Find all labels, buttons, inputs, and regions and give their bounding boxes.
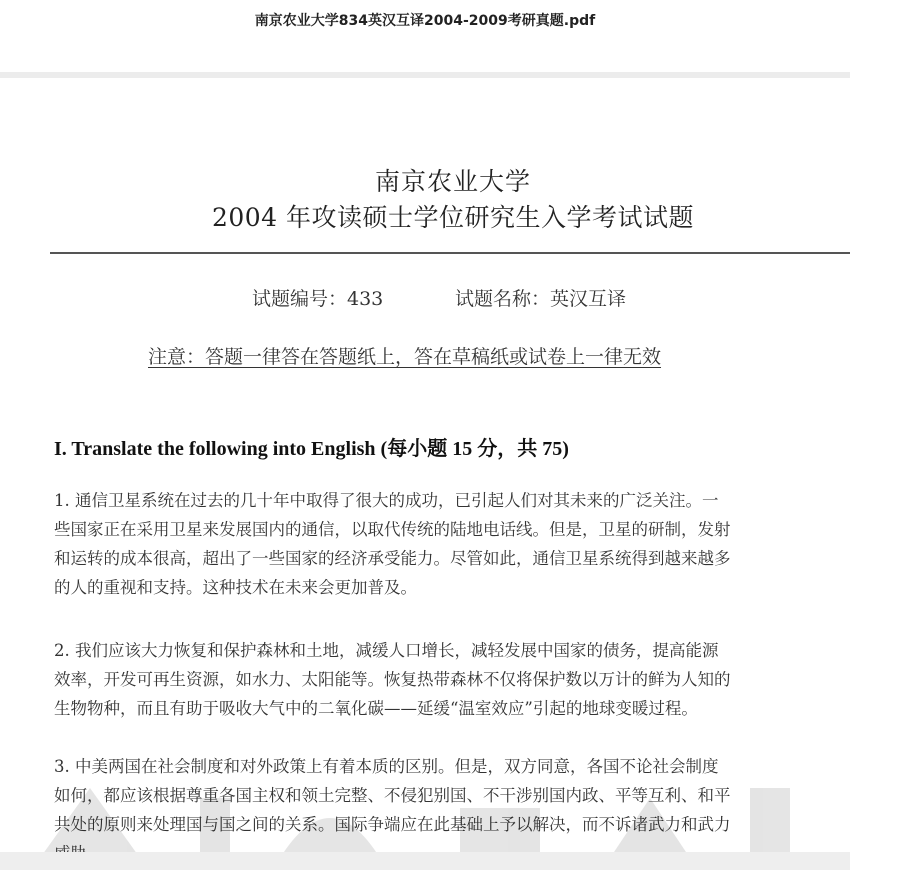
paragraph-line: 1. 通信卫星系统在过去的几十年中取得了很大的成功，已引起人们对其未来的广泛关注。一 <box>54 491 719 510</box>
paragraph-line: 的人的重视和支持。这种技术在未来会更加普及。 <box>54 578 417 597</box>
paragraph-line: 些国家正在采用卫星来发展国内的通信，以取代传统的陆地电话线。但是，卫星的研制，发射 <box>54 520 731 539</box>
paragraph-line: 和运转的成本很高，超出了一些国家的经济承受能力。尽管如此，通信卫星系统得到越来越多 <box>54 549 731 568</box>
exam-code: 试题编号：433 <box>252 288 384 310</box>
exam-name: 试题名称：英汉互译 <box>455 288 627 310</box>
file-title: 南京农业大学834英汉互译2004-2009考研真题.pdf <box>254 13 596 29</box>
paragraph-line: 共处的原则来处理国与国之间的关系。国际争端应在此基础上予以解决，而不诉诸武力和武力 <box>54 815 731 834</box>
question-paragraph-3 <box>54 752 884 868</box>
paragraph-line: 如何，都应该根据尊重各国主权和领土完整、不侵犯别国、不干涉别国内政、平等互利、和平 <box>54 786 731 805</box>
question-paragraph-2 <box>54 636 884 723</box>
title-divider <box>50 252 850 254</box>
pdf-page[interactable] <box>0 78 850 852</box>
paragraph-line: 效率，开发可再生资源，如水力、太阳能等。恢复热带森林不仅将保护数以万计的鲜为人知的 <box>54 670 731 689</box>
section-heading: I. Translate the following into English (每小题 15 分，共 75) <box>54 438 569 460</box>
paragraph-line: 生物物种，而且有助于吸收大气中的二氧化碳——延缓“温室效应”引起的地球变暖过程。 <box>54 699 698 718</box>
university-name: 南京农业大学 <box>374 167 531 196</box>
paragraph-line: 2. 我们应该大力恢复和保护森林和土地，减缓人口增长，减轻发展中国家的债务，提高能源 <box>54 641 719 660</box>
paragraph-line: 3. 中美两国在社会制度和对外政策上有着本质的区别。但是，双方同意，各国不论社会制度 <box>54 757 719 776</box>
exam-notice: 注意：答题一律答在答题纸上，答在草稿纸或试卷上一律无效 <box>148 346 662 368</box>
viewer-bottom-bar <box>0 852 850 870</box>
viewer-toolbar <box>0 0 850 72</box>
question-paragraph-1 <box>54 486 884 602</box>
exam-title: 2004 年攻读硕士学位研究生入学考试试题 <box>211 203 695 232</box>
